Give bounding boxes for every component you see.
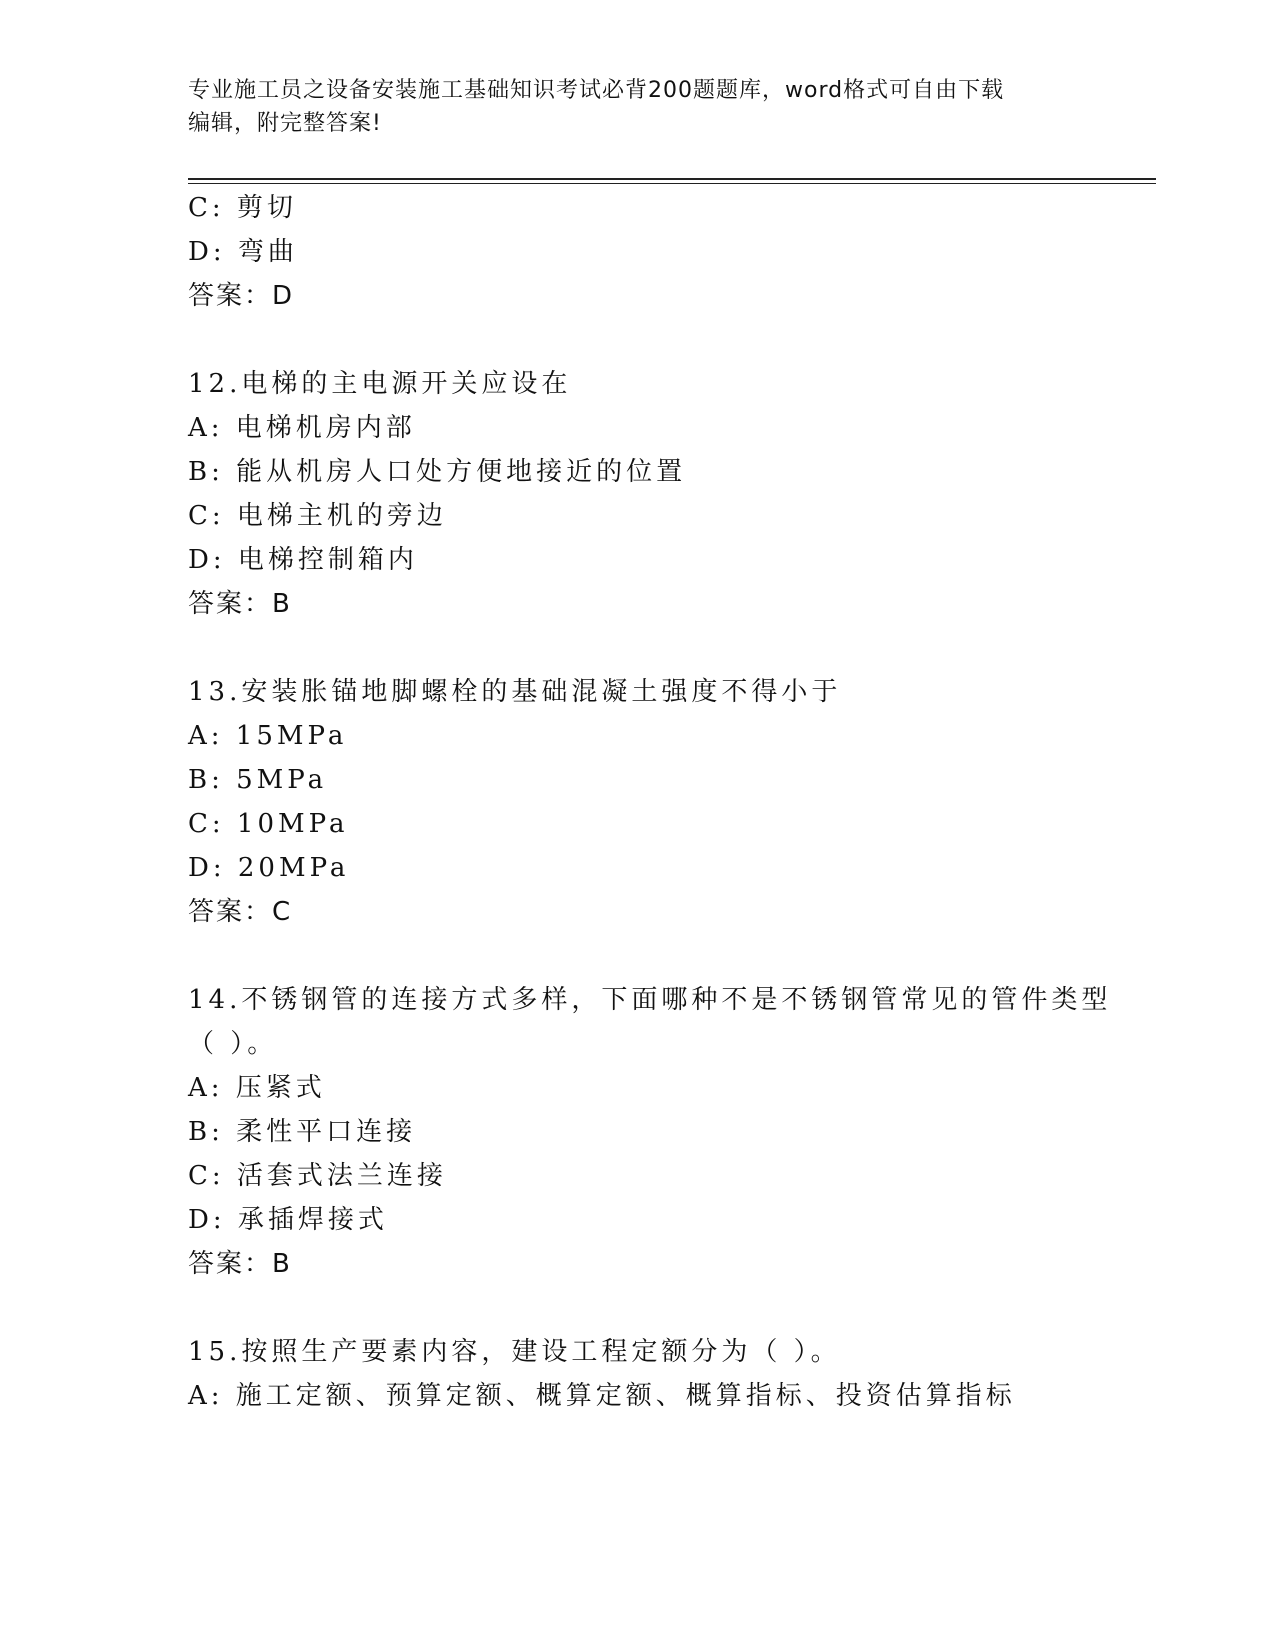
question-14-continued: （ ）。: [188, 1029, 278, 1059]
option-a-q12: A: 电梯机房内部: [188, 413, 416, 443]
answer-q11: 答案：D: [188, 281, 295, 311]
question-14: 14.不锈钢管的连接方式多样，下面哪种不是不锈钢管常见的管件类型: [188, 985, 1112, 1015]
answer-q13: 答案：C: [188, 897, 293, 927]
header-title-line-1: 专业施工员之设备安装施工基础知识考试必背200题题库，word格式可自由下载: [188, 78, 1005, 103]
option-b-q14: B: 柔性平口连接: [188, 1117, 417, 1147]
header-divider-thin: [188, 183, 1156, 184]
option-c-q12: C: 电梯主机的旁边: [188, 501, 447, 531]
question-12: 12.电梯的主电源开关应设在: [188, 369, 572, 399]
option-d-q13: D: 20MPa: [188, 853, 350, 883]
option-a-q15: A: 施工定额、预算定额、概算定额、概算指标、投资估算指标: [188, 1381, 1016, 1411]
option-b-q12: B: 能从机房人口处方便地接近的位置: [188, 457, 687, 487]
question-13: 13.安装胀锚地脚螺栓的基础混凝土强度不得小于: [188, 677, 842, 707]
option-c-q11: C: 剪切: [188, 193, 297, 223]
document-header: [188, 74, 1078, 140]
option-c-q13: C: 10MPa: [188, 809, 349, 839]
option-d-q12: D: 电梯控制箱内: [188, 545, 418, 575]
answer-q14: 答案：B: [188, 1249, 292, 1279]
option-a-q13: A: 15MPa: [188, 721, 348, 751]
option-b-q13: B: 5MPa: [188, 765, 328, 795]
option-c-q14: C: 活套式法兰连接: [188, 1161, 447, 1191]
header-title-line-2: 编辑，附完整答案!: [188, 111, 382, 136]
question-15: 15.按照生产要素内容，建设工程定额分为（ ）。: [188, 1337, 841, 1367]
option-d-q11: D: 弯曲: [188, 237, 298, 267]
option-d-q14: D: 承插焊接式: [188, 1205, 388, 1235]
answer-q12: 答案：B: [188, 589, 292, 619]
option-a-q14: A: 压紧式: [188, 1073, 326, 1103]
header-divider-thick: [188, 178, 1156, 180]
